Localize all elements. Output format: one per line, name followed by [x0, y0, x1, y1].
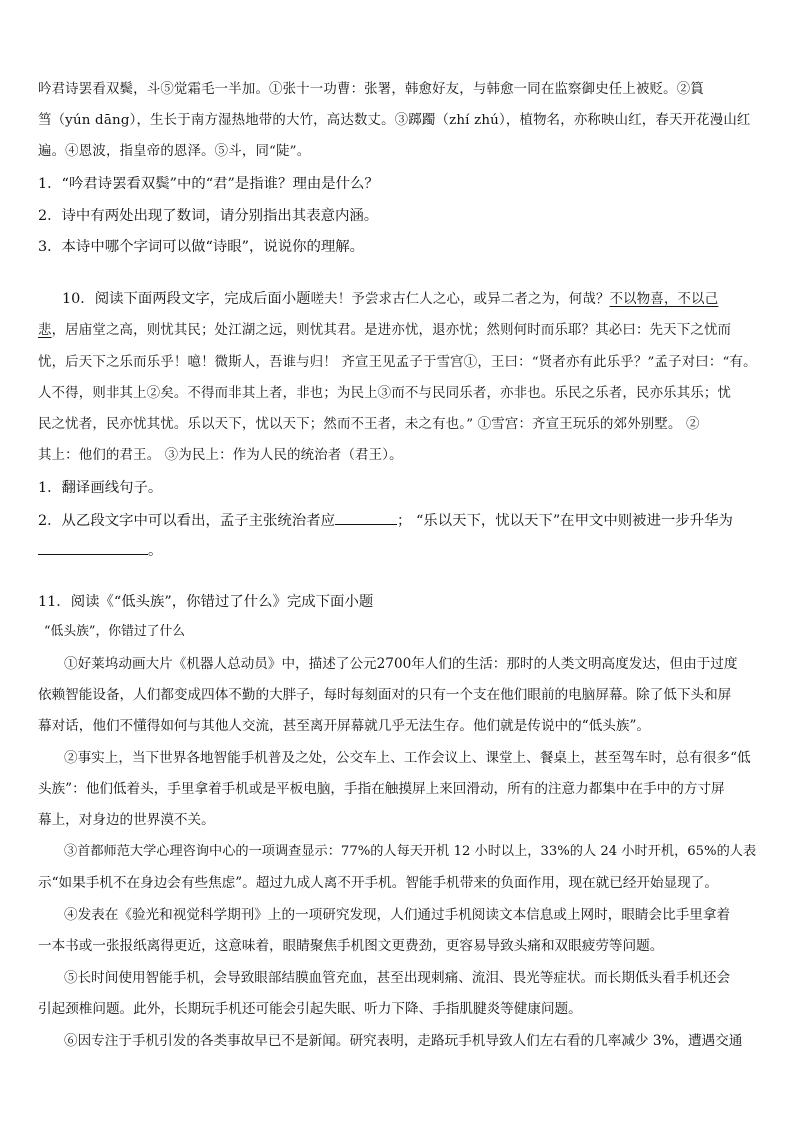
article-paragraph: 幕对话，他们不懂得如何与其他人交流，甚至离开屏幕就几乎无法生存。他们就是传说中的“低头族”。 — [38, 718, 651, 734]
annotation-line: 遍。④恩波，指皇帝的恩泽。⑤斗，同“陡”。 — [38, 144, 311, 159]
answer-blank[interactable] — [335, 510, 397, 525]
question-3: 3．本诗中哪个字词可以做“诗眼”，说说你的理解。 — [38, 239, 365, 255]
article-paragraph: ③首都师范大学心理咨询中心的一项调查显示：77%的人每天开机 12 小时以上，33%的人 24 小时开机，65%的人表 — [64, 844, 757, 859]
question-11-prompt: 11．阅读《“低头族”，你错过了什么》完成下面小题 — [38, 594, 374, 610]
article-paragraph: 依赖智能设备，人们都变成四体不勤的大胖子，每时每刻面对的只有一个支在他们眼前的电脑屏幕。除了低下头和屏 — [38, 687, 732, 703]
article-paragraph: 示“如果手机不在身边会有些焦虑”。超过九成人离不开手机。智能手机带来的负面作用，现在就已经开始显现了。 — [38, 875, 718, 891]
question-2: 2．诗中有两处出现了数词，请分别指出其表意内涵。 — [38, 208, 379, 224]
article-paragraph: 引起颈椎问题。此外，长期玩手机还可能会引起失眠、听力下降、手指肌腱炎等健康问题。 — [38, 1001, 582, 1017]
passage-text: ，居庙堂之高，则忧其民；处江湖之远，则忧其君。是进亦忧，退亦忧；然则何时而乐耶？其必曰：先天下之忧而 — [51, 323, 732, 338]
article-paragraph: ①好莱坞动画大片《机器人总动员》中，描述了公元2700年人们的生活：那时的人类文明高度发达，但由于过度 — [64, 656, 738, 672]
passage-10-line — [62, 289, 760, 310]
article-paragraph: 头族”：他们低着头，手里拿着手机或是平板电脑，手指在触摸屏上来回滑动，所有的注意力都集中在手中的方寸屏 — [38, 781, 725, 797]
question-10-prompt: 10．阅读下面两段文字，完成后面小题 — [62, 291, 311, 307]
question-1: 1．“吟君诗罢看双鬓”中的“君”是指谁？理由是什么？ — [38, 176, 379, 192]
article-paragraph: 幕上，对身边的世界漠不关。 — [38, 812, 215, 828]
question-10-1: 1．翻译画线句子。 — [38, 480, 163, 496]
article-paragraph: 一本书或一张报纸离得更近，这意味着，眼睛聚焦手机图文更费劲，更容易导致头痛和双眼疲劳等问题。 — [38, 938, 664, 954]
question-10-2-continued: 。 — [38, 540, 760, 561]
passage-text: 嗟夫！予尝求古仁人之心，或异二者之为，何哉？ — [310, 292, 610, 307]
question-10-2: 2．从乙段文字中可以看出，孟子主张统治者应 ； “乐以天下，忧以天下”在甲文中则被进一步升华为 — [38, 510, 760, 531]
article-paragraph: ⑥因专注于手机引发的各类事故早已不是新闻。研究表明，走路玩手机导致人们左右看的几率减少 3%，遭遇交通 — [64, 1033, 743, 1049]
passage-10-line — [38, 321, 760, 341]
article-paragraph: ④发表在《验光和视觉科学期刊》上的一项研究发现，人们通过手机阅读文本信息或上网时，眼睛会比手里拿着 — [64, 907, 731, 923]
annotation-line: 筜（yún dāng），生长于南方湿热地带的大竹，高达数丈。③踯躅（zhí zhú），植物名，亦称映山红，春天开花漫山红 — [38, 113, 751, 128]
passage-10-line: 其上：他们的君王。 ③为民上：作为人民的统治者（君王）。 — [38, 448, 403, 463]
underlined-sentence: 悲 — [38, 323, 52, 338]
annotation-line: 吟君诗罢看双鬓，斗⑤觉霜毛一半加。①张十一功曹：张署，韩愈好友，与韩愈一同在监察御史任上被贬。②篔 — [38, 82, 704, 97]
answer-blank[interactable] — [38, 540, 148, 555]
article-paragraph: ②事实上，当下世界各地智能手机普及之处，公交车上、工作会议上、课堂上、餐桌上，甚至驾车时，总有很多“低 — [64, 750, 751, 766]
article-title: “低头族”，你错过了什么 — [44, 624, 186, 639]
passage-10-line: 人不得，则非其上②矣。不得而非其上者，非也；为民上③而不与民同乐者，亦非也。乐民之乐者，民亦乐其乐；忧 — [38, 386, 732, 401]
passage-10-line: 忧，后天下之乐而乐乎！噫！微斯人，吾谁与归！ 齐宣王见孟子于雪宫①，王曰：“贤者亦有此乐乎？”孟子对曰：“有。 — [38, 355, 757, 370]
article-paragraph: ⑤长时间使用智能手机，会导致眼部结膜血管充血，甚至出现刺痛、流泪、畏光等症状。而长期低头看手机还会 — [64, 970, 731, 986]
underlined-sentence: 不以物喜，不以己 — [609, 292, 719, 307]
passage-10-line: 民之忧者，民亦忧其忧。乐以天下，忧以天下；然而不王者，未之有也。” ①雪宫：齐宣王玩乐的郊外别墅。 ② — [38, 417, 700, 432]
